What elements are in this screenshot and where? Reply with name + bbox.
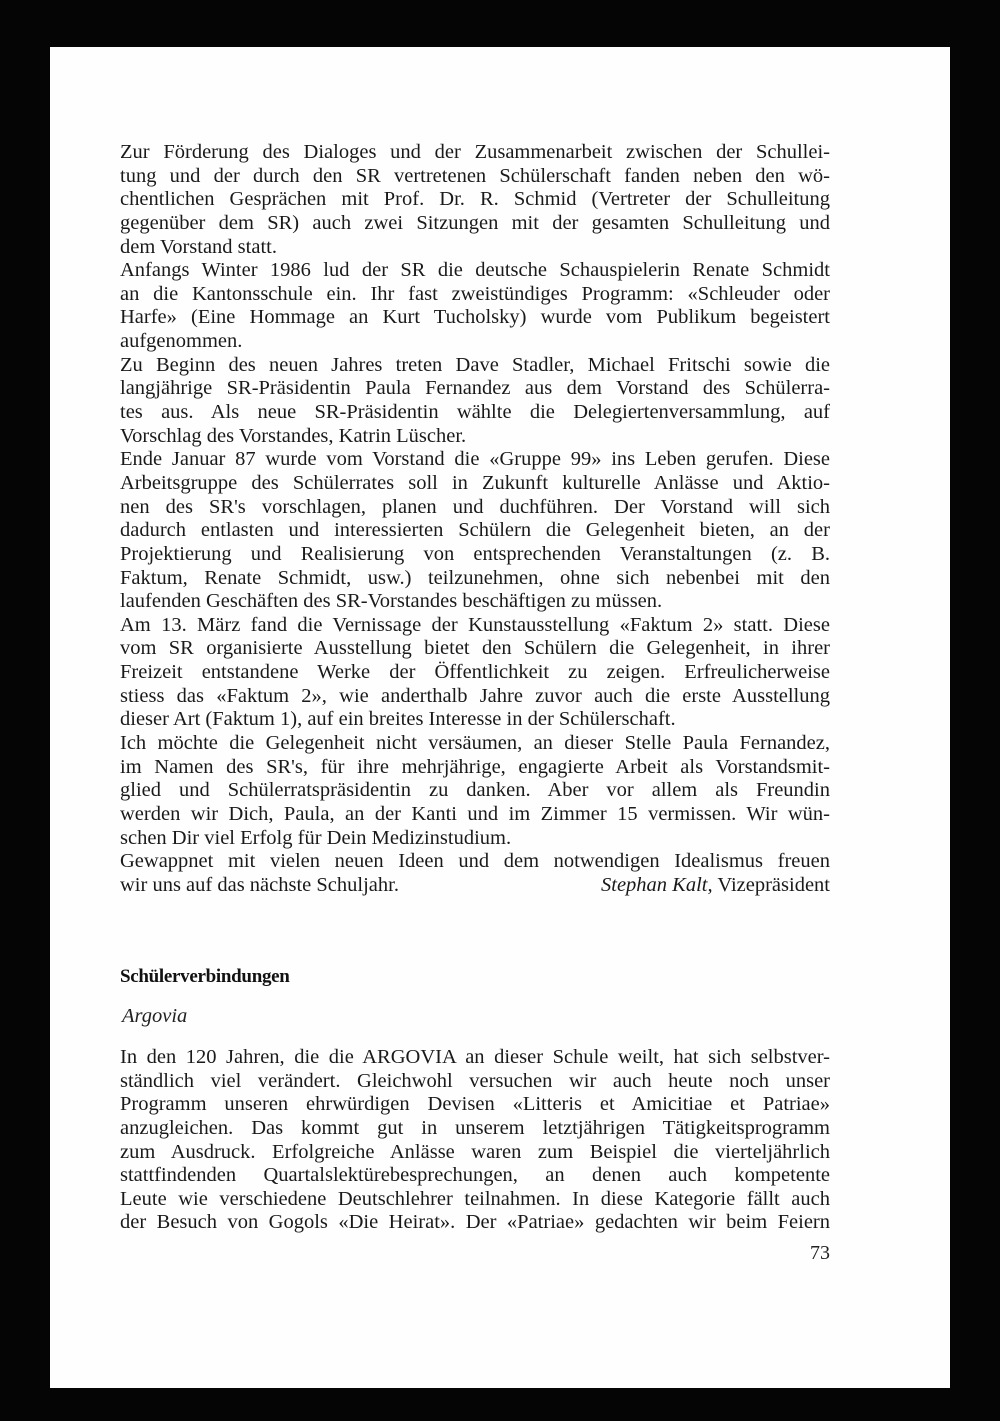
text-line: zum Ausdruck. Erfolgreiche Anlässe waren zum Beispiel die vierteljährlich — [120, 1140, 830, 1163]
text-line: Projektierung und Realisierung von entsprechenden Veranstaltungen (z. B. — [120, 542, 830, 565]
text-line: werden wir Dich, Paula, an der Kanti und im Zimmer 15 vermissen. Wir wün- — [120, 802, 830, 825]
text-line: Programm unseren ehrwürdigen Devisen «Litteris et Amicitiae et Patriae» — [120, 1093, 830, 1116]
signature-name: Stephan Kalt, — [601, 873, 713, 896]
text-line: Ich möchte die Gelegenheit nicht versäumen, an dieser Stelle Paula Fernandez, — [120, 732, 830, 755]
text-line: stattfindenden Quartalslektürebesprechungen, an denen auch kompetente — [120, 1164, 830, 1187]
closing-line — [120, 874, 830, 898]
text-line: vom SR organisierte Ausstellung bietet den Schülern die Gelegenheit, in ihrer — [120, 637, 830, 660]
document-page — [50, 47, 950, 1388]
text-line: tung und der durch den SR vertretenen Schülerschaft fanden neben den wö- — [120, 164, 830, 187]
text-line: Freizeit entstandene Werke der Öffentlichkeit zu zeigen. Erfreulicherweise — [120, 661, 830, 684]
text-line: ständlich viel verändert. Gleichwohl versuchen wir auch heute noch unser — [120, 1069, 830, 1092]
text-line: Zur Förderung des Dialoges und der Zusammenarbeit zwischen der Schullei- — [120, 141, 830, 163]
text-line: an die Kantonsschule ein. Ihr fast zweistündiges Programm: «Schleuder oder — [120, 282, 830, 305]
argovia-body — [120, 1046, 830, 1235]
text-line: Leute wie verschiedene Deutschlehrer teilnahmen. In diese Kategorie fällt auch — [120, 1187, 830, 1210]
text-line: langjährige SR-Präsidentin Paula Fernandez aus dem Vorstand des Schülerra- — [120, 377, 830, 400]
signature — [601, 874, 830, 898]
text-line: In den 120 Jahren, die die ARGOVIA an dieser Schule weilt, hat sich selbstver- — [120, 1046, 830, 1068]
text-line: dem Vorstand statt. — [120, 235, 277, 258]
text-line: dadurch entlasten und interessierten Schülern die Gelegenheit bieten, an der — [120, 519, 830, 542]
text-line: nen des SR's vorschlagen, planen und duchführen. Der Vorstand will sich — [120, 495, 830, 518]
text-line: Harfe» (Eine Hommage an Kurt Tucholsky) wurde vom Publikum begeistert — [120, 306, 830, 329]
text-line: Faktum, Renate Schmidt, usw.) teilzunehmen, ohne sich nebenbei mit den — [120, 566, 830, 589]
text-line: Am 13. März fand die Vernissage der Kunstausstellung «Faktum 2» statt. Diese — [120, 613, 830, 636]
text-line: im Namen des SR's, für ihre mehrjährige, engagierte Arbeit als Vorstandsmit- — [120, 755, 830, 778]
text-line: aufgenommen. — [120, 330, 243, 353]
text-line: tes aus. Als neue SR-Präsidentin wählte die Delegiertenversammlung, auf — [120, 401, 830, 424]
text-line: Gewappnet mit vielen neuen Ideen und dem notwendigen Idealismus freuen — [120, 850, 830, 873]
student-council-report — [120, 141, 830, 898]
report-body — [120, 141, 830, 874]
text-line: der Besuch von Gogols «Die Heirat». Der «Patriae» gedachten wir beim Feiern — [120, 1211, 830, 1234]
closing-text: wir uns auf das nächste Schuljahr. — [120, 873, 399, 896]
signature-role: Vizepräsident — [712, 873, 830, 896]
section-heading: Schülerverbindungen — [120, 966, 290, 987]
argovia-lines — [120, 1046, 830, 1235]
text-line: glied und Schülerratspräsidentin zu danken. Aber vor allem als Freundin — [120, 779, 830, 802]
page-number: 73 — [810, 1242, 830, 1264]
text-line: schen Dir viel Erfolg für Dein Medizinstudium. — [120, 826, 512, 849]
text-line: gegenüber dem SR) auch zwei Sitzungen mit der gesamten Schulleitung und — [120, 211, 830, 234]
text-line: laufenden Geschäften des SR-Vorstandes beschäftigen zu müssen. — [120, 590, 663, 613]
text-line: Zu Beginn des neuen Jahres treten Dave Stadler, Michael Fritschi sowie die — [120, 353, 830, 376]
section-subheading: Argovia — [122, 1005, 188, 1027]
text-line: Anfangs Winter 1986 lud der SR die deutsche Schauspielerin Renate Schmidt — [120, 259, 830, 282]
text-line: Ende Januar 87 wurde vom Vorstand die «Gruppe 99» ins Leben gerufen. Diese — [120, 448, 830, 471]
text-line: Vorschlag des Vorstandes, Katrin Lüscher. — [120, 424, 467, 447]
text-line: chentlichen Gesprächen mit Prof. Dr. R. Schmid (Vertreter der Schulleitung — [120, 188, 830, 211]
text-line: anzugleichen. Das kommt gut in unserem letztjährigen Tätigkeitsprogramm — [120, 1116, 830, 1139]
text-line: Arbeitsgruppe des Schülerrates soll in Zukunft kulturelle Anlässe und Aktio- — [120, 471, 830, 494]
text-line: stiess das «Faktum 2», wie anderthalb Jahre zuvor auch die erste Ausstellung — [120, 684, 830, 707]
text-line: dieser Art (Faktum 1), auf ein breites Interesse in der Schülerschaft. — [120, 708, 676, 731]
